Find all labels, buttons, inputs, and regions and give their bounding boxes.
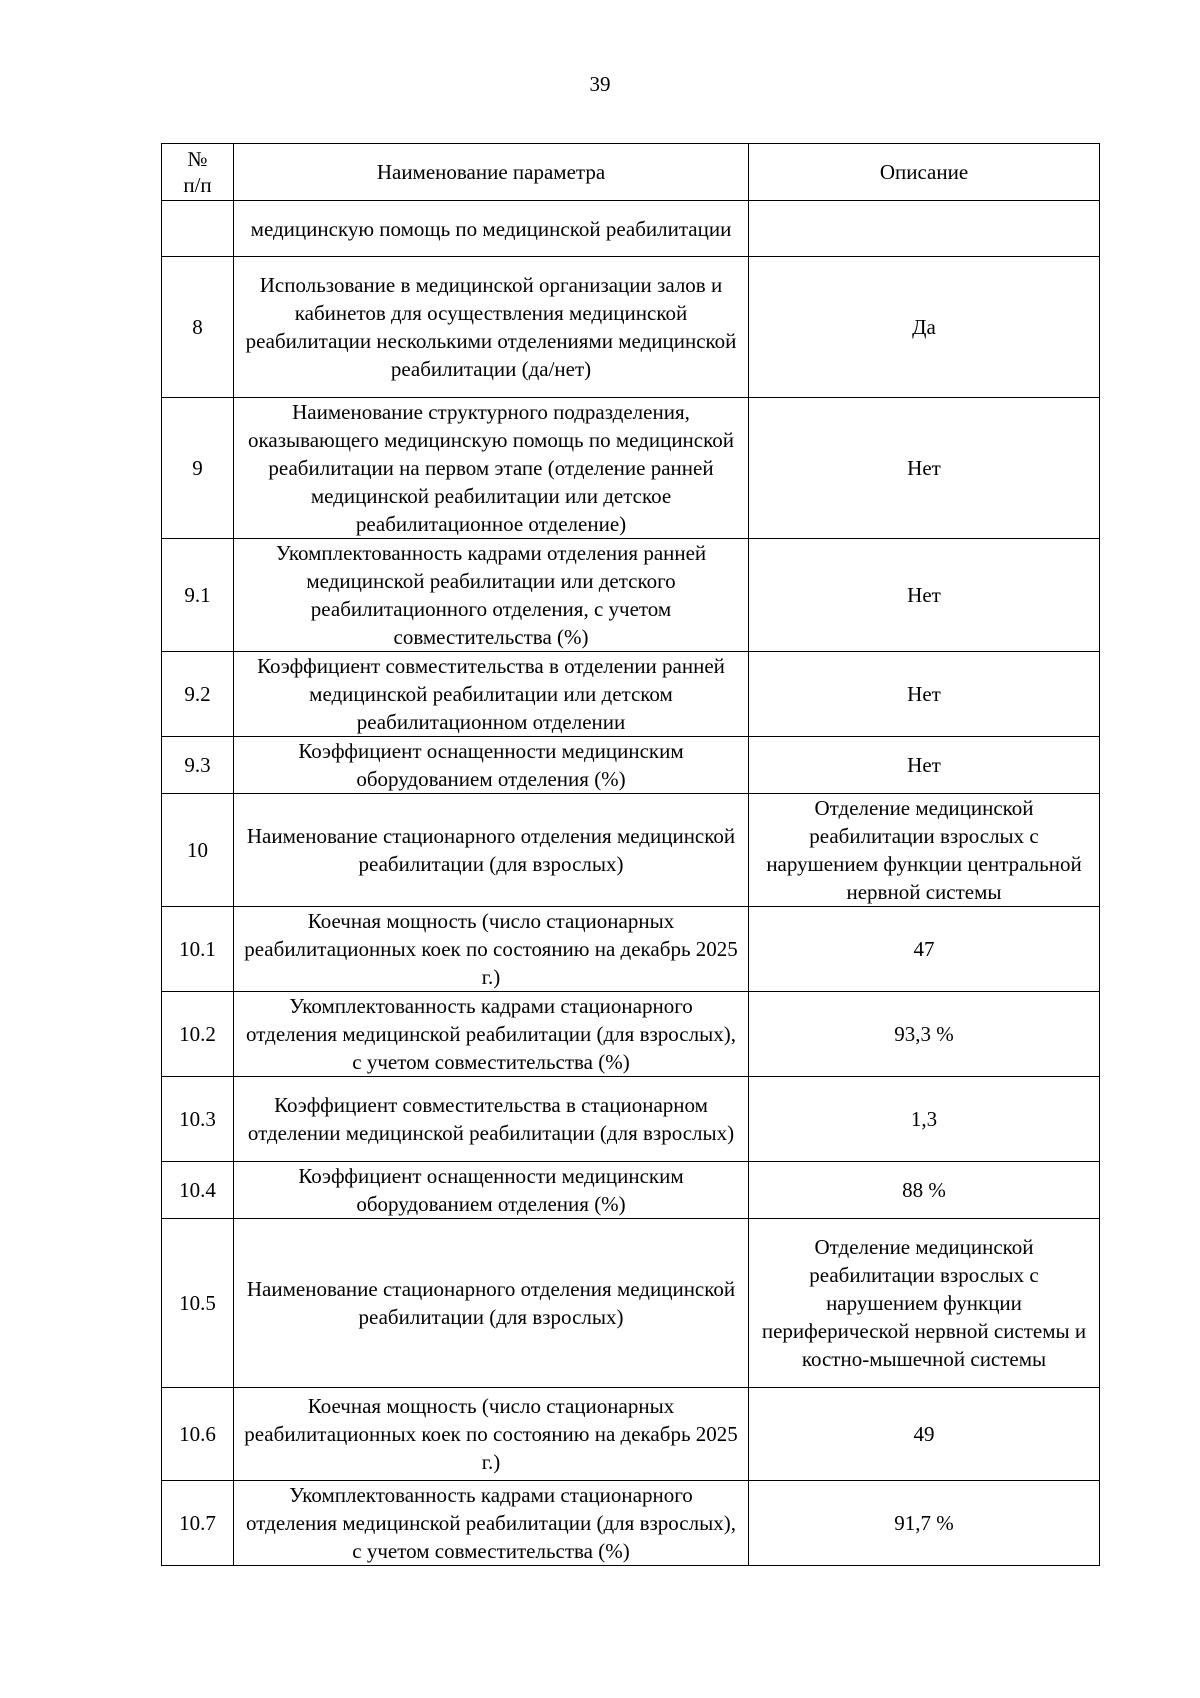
table-row — [162, 201, 1100, 257]
row-parameter-name-cell: Коэффициент совместительства в стационарном отделении медицинской реабилитации (для взрослых) — [234, 1077, 749, 1162]
table-row — [162, 1162, 1100, 1219]
page-number: 39 — [589, 72, 611, 96]
row-parameter-name-cell: Укомплектованность кадрами отделения ранней медицинской реабилитации или детского реабилитационного отделения, с учетом совместительства (%) — [234, 539, 749, 652]
parameters-table — [161, 143, 1100, 1566]
row-description-cell: 91,7 % — [749, 1481, 1100, 1566]
row-description-cell: 88 % — [749, 1162, 1100, 1219]
row-description-cell — [749, 201, 1100, 257]
row-description-cell: Нет — [749, 737, 1100, 794]
table-row — [162, 737, 1100, 794]
row-description-cell: 47 — [749, 907, 1100, 992]
row-description-cell: Нет — [749, 539, 1100, 652]
row-parameter-name-cell: Использование в медицинской организации залов и кабинетов для осуществления медицинской реабилитации несколькими отделениями медицинской реабилитации (да/нет) — [234, 257, 749, 398]
row-parameter-name-cell: Коечная мощность (число стационарных реабилитационных коек по состоянию на декабрь 2025 г.) — [234, 1388, 749, 1481]
row-number-cell: 9.1 — [162, 539, 234, 652]
row-parameter-name-cell: Коэффициент оснащенности медицинским оборудованием отделения (%) — [234, 1162, 749, 1219]
row-number-cell: 10.5 — [162, 1219, 234, 1388]
table-row — [162, 907, 1100, 992]
header-parameter-name: Наименование параметра — [234, 144, 749, 201]
row-description-cell: Отделение медицинской реабилитации взрослых с нарушением функции периферической нервной системы и костно-мышечной системы — [749, 1219, 1100, 1388]
table-row — [162, 1219, 1100, 1388]
row-number-cell: 10.7 — [162, 1481, 234, 1566]
row-number-cell: 9.3 — [162, 737, 234, 794]
row-number-cell: 10.4 — [162, 1162, 234, 1219]
table-body — [162, 201, 1100, 1566]
row-description-cell: Да — [749, 257, 1100, 398]
row-number-cell: 8 — [162, 257, 234, 398]
row-description-cell: 1,3 — [749, 1077, 1100, 1162]
table-row — [162, 1388, 1100, 1481]
row-parameter-name-cell: Укомплектованность кадрами стационарного отделения медицинской реабилитации (для взрослых), с учетом совместительства (%) — [234, 992, 749, 1077]
row-number-cell: 10.6 — [162, 1388, 234, 1481]
row-parameter-name-cell: Наименование структурного подразделения, оказывающего медицинскую помощь по медицинской реабилитации на первом этапе (отделение ранней медицинской реабилитации или детское реабилитационное отделение) — [234, 398, 749, 539]
table-row — [162, 539, 1100, 652]
row-number-cell: 10 — [162, 794, 234, 907]
row-number-cell: 10.1 — [162, 907, 234, 992]
row-parameter-name-cell: Наименование стационарного отделения медицинской реабилитации (для взрослых) — [234, 1219, 749, 1388]
row-description-cell: 93,3 % — [749, 992, 1100, 1077]
table-row — [162, 1481, 1100, 1566]
table-row — [162, 1077, 1100, 1162]
row-number-cell: 10.2 — [162, 992, 234, 1077]
row-number-cell: 10.3 — [162, 1077, 234, 1162]
row-number-cell — [162, 201, 234, 257]
table-row — [162, 992, 1100, 1077]
row-description-cell: Нет — [749, 398, 1100, 539]
table-header-row — [162, 144, 1100, 201]
row-parameter-name-cell: Коэффициент совместительства в отделении ранней медицинской реабилитации или детском реабилитационном отделении — [234, 652, 749, 737]
row-description-cell: Нет — [749, 652, 1100, 737]
row-parameter-name-cell: медицинскую помощь по медицинской реабилитации — [234, 201, 749, 257]
header-number: № п/п — [162, 144, 234, 201]
row-parameter-name-cell: Коэффициент оснащенности медицинским оборудованием отделения (%) — [234, 737, 749, 794]
table-row — [162, 794, 1100, 907]
row-description-cell: 49 — [749, 1388, 1100, 1481]
header-description: Описание — [749, 144, 1100, 201]
row-description-cell: Отделение медицинской реабилитации взрослых с нарушением функции центральной нервной системы — [749, 794, 1100, 907]
row-parameter-name-cell: Наименование стационарного отделения медицинской реабилитации (для взрослых) — [234, 794, 749, 907]
row-parameter-name-cell: Коечная мощность (число стационарных реабилитационных коек по состоянию на декабрь 2025 г.) — [234, 907, 749, 992]
row-number-cell: 9.2 — [162, 652, 234, 737]
row-number-cell: 9 — [162, 398, 234, 539]
table-row — [162, 398, 1100, 539]
row-parameter-name-cell: Укомплектованность кадрами стационарного отделения медицинской реабилитации (для взрослых), с учетом совместительства (%) — [234, 1481, 749, 1566]
table-row — [162, 652, 1100, 737]
table-row — [162, 257, 1100, 398]
